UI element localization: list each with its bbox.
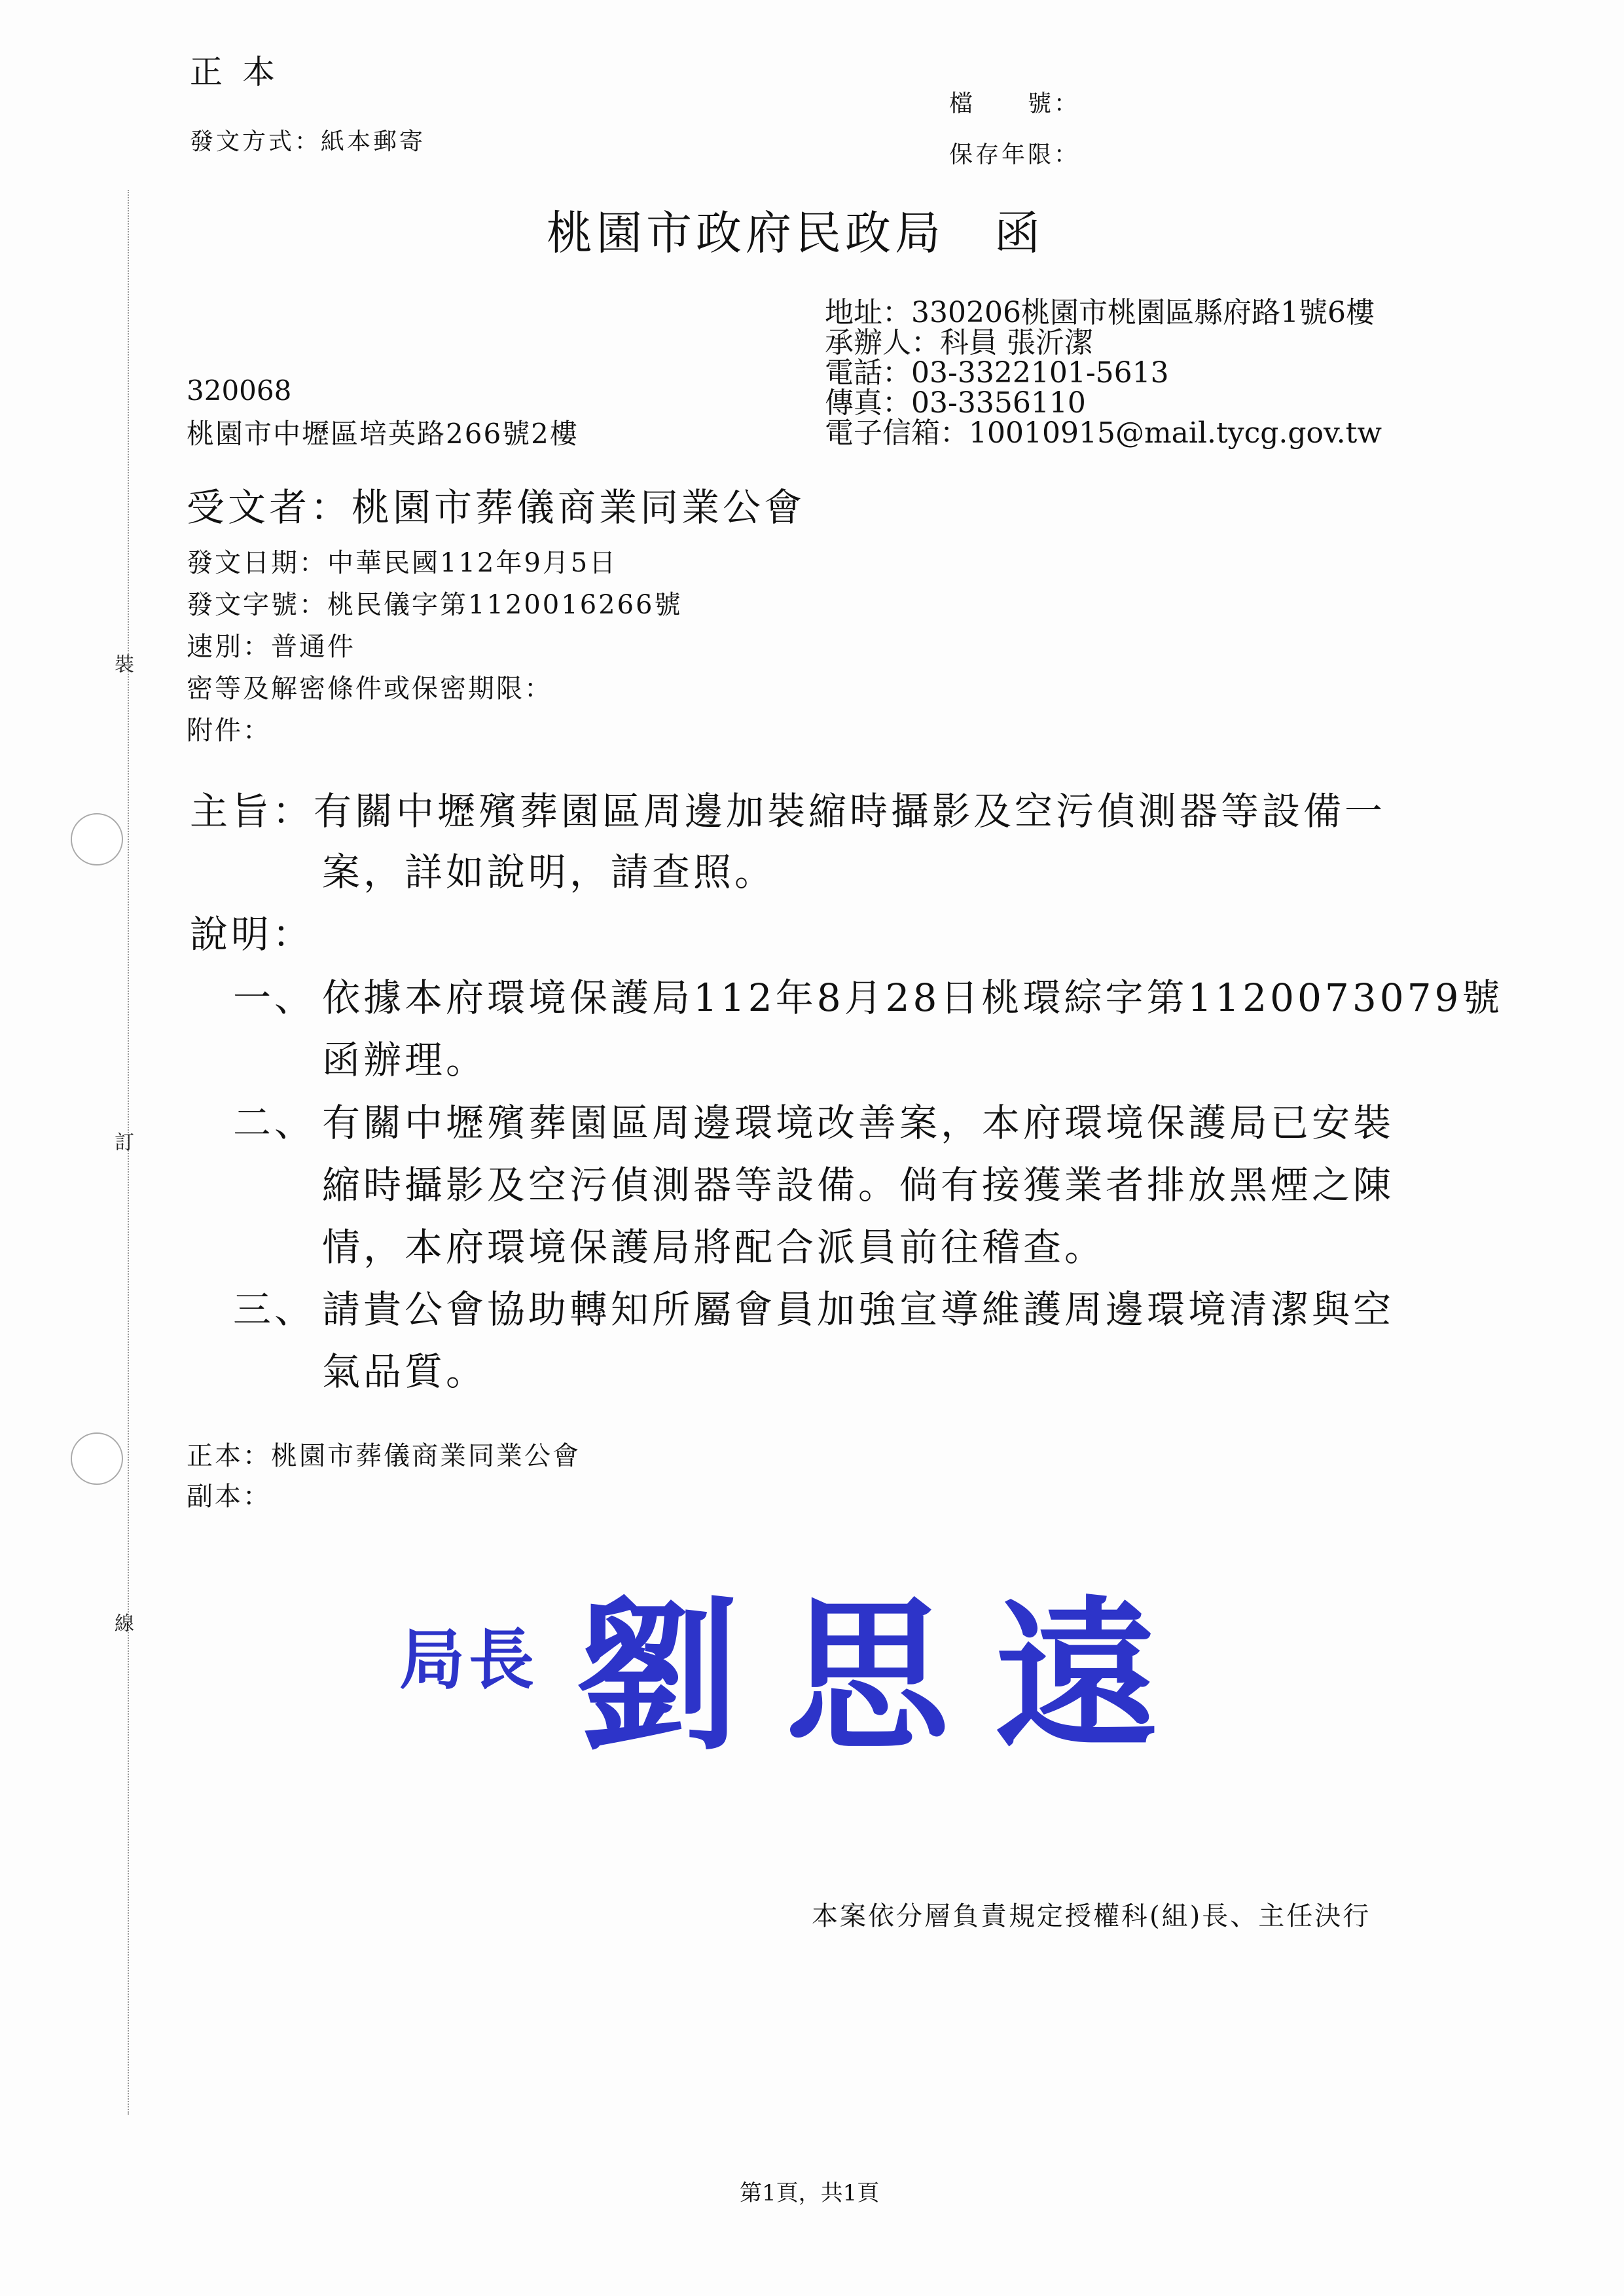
item-marker: 三、 [233,1287,316,1332]
retention-period-label: 保存年限： [949,141,1081,168]
email: 電子信箱：10010915@mail.tycg.gov.tw [825,416,1382,450]
attachment: 附件： [187,716,271,746]
recipient: 受文者：桃園市葬儀商業同業公會 [187,485,806,530]
director-name-seal: 劉思遠 [576,1580,1204,1772]
page-number: 第1頁，共1頁 [740,2180,880,2206]
explanation-line: 情，本府環境保護局將配合派員前往稽查。 [322,1225,1106,1269]
issue-date: 發文日期：中華民國112年9月5日 [187,548,618,578]
file-number-label: 檔 號： [949,90,1081,117]
explanation-line: 有關中壢殯葬園區周邊環境改善案，本府環境保護局已安裝 [322,1101,1395,1145]
secrecy-level: 密等及解密條件或保密期限： [187,674,552,704]
explanation-line: 請貴公會協助轉知所屬會員加強宣導維護周邊環境清潔與空 [322,1287,1395,1332]
sender-address: 地址：330206桃園市桃園區縣府路1號6樓 [825,296,1375,329]
item-marker: 二、 [233,1101,316,1145]
punch-hole-icon [71,813,123,866]
binding-mark-ding: 訂 [115,1131,134,1154]
subject-line: 主旨：有關中壢殯葬園區周邊加裝縮時攝影及空污偵測器等設備一 [190,789,1386,833]
document-number: 發文字號：桃民儀字第1120016266號 [187,590,683,620]
delivery-speed: 速別：普通件 [187,632,355,662]
explanation-heading: 說明： [190,912,314,957]
director-title-seal: 局長 [399,1621,538,1698]
explanation-line: 縮時攝影及空污偵測器等設備。倘有接獲業者排放黑煙之陳 [322,1163,1395,1207]
fax: 傳真：03-3356110 [825,386,1086,420]
original-copy-label: 正本 [190,53,295,91]
phone: 電話：03-3322101-5613 [825,356,1169,390]
distribution-copy: 副本： [187,1482,271,1512]
handler: 承辦人：科員 張沂潔 [825,326,1093,359]
binding-mark-xian: 線 [115,1613,134,1635]
recipient-postal-address: 桃園市中壢區培英路266號2樓 [187,418,579,450]
delegation-note: 本案依分層負責規定授權科(組)長、主任決行 [812,1901,1371,1931]
document-title: 桃園市政府民政局 函 [547,206,1044,260]
binding-mark-zhuang: 裝 [115,653,134,676]
explanation-line: 氣品質。 [322,1349,488,1394]
item-marker: 一、 [233,975,316,1020]
explanation-line: 依據本府環境保護局112年8月28日桃環綜字第1120073079號 [322,975,1504,1020]
explanation-line: 函辦理。 [322,1038,488,1082]
distribution-original: 正本：桃園市葬儀商業同業公會 [187,1441,581,1471]
send-method: 發文方式：紙本郵寄 [190,128,426,155]
recipient-postcode: 320068 [187,374,292,407]
punch-hole-icon [71,1432,123,1485]
subject-line: 案，詳如說明，請查照。 [322,850,776,894]
